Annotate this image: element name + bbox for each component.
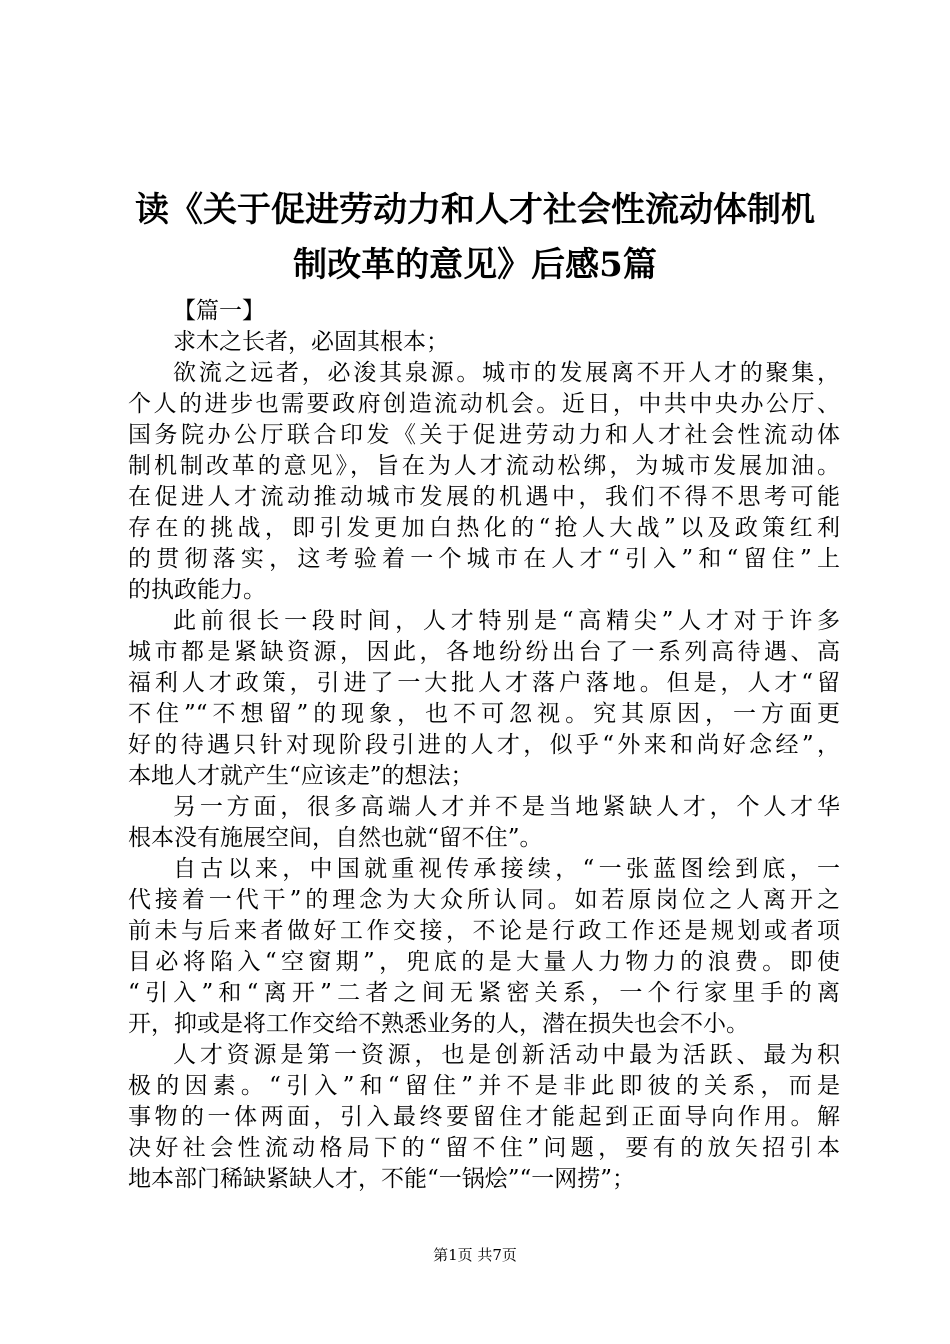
body-line: 存在的挑战，即引发更加白热化的“抢人大战”以及政策红利 <box>128 515 840 541</box>
body-line: 根本没有施展空间，自然也就“留不住”。 <box>128 825 543 851</box>
body-line: “引入”和“离开”二者之间无紧密关系，一个行家里手的离 <box>128 980 840 1006</box>
body-line: 代接着一代干”的理念为大众所认同。如若原岗位之人离开之 <box>128 887 840 913</box>
body-line: 不住”“不想留”的现象，也不可忽视。究其原因，一方面更 <box>128 701 840 727</box>
body-line: 城市都是紧缺资源，因此，各地纷纷出台了一系列高待遇、高 <box>128 639 840 665</box>
body-line: 开，抑或是将工作交给不熟悉业务的人，潜在损失也会不小。 <box>128 1011 749 1037</box>
document-body <box>128 296 840 1195</box>
body-line: 欲流之远者，必浚其泉源。城市的发展离不开人才的聚集， <box>173 360 840 386</box>
section-heading: 【篇一】 <box>173 298 265 324</box>
body-line: 在促进人才流动推动城市发展的机遇中，我们不得不思考可能 <box>128 484 840 510</box>
body-line: 决好社会性流动格局下的“留不住”问题，要有的放矢招引本 <box>128 1135 840 1161</box>
body-line: 制机制改革的意见》，旨在为人才流动松绑，为城市发展加油。 <box>128 453 840 479</box>
body-line: 前未与后来者做好工作交接，不论是行政工作还是规划或者项 <box>128 918 840 944</box>
body-line: 人才资源是第一资源，也是创新活动中最为活跃、最为积 <box>173 1042 840 1068</box>
document-title-line-2: 制改革的意见》后感5篇 <box>293 245 657 285</box>
page-number-footer: 第1页 共7页 <box>433 1246 517 1264</box>
document-title-line-1: 读《关于促进劳动力和人才社会性流动体制机 <box>135 190 815 230</box>
body-line: 事物的一体两面，引入最终要留住才能起到正面导向作用。解 <box>128 1104 840 1130</box>
body-line: 另一方面，很多高端人才并不是当地紧缺人才，个人才华 <box>173 794 840 820</box>
body-line: 极的因素。“引入”和“留住”并不是非此即彼的关系，而是 <box>128 1073 840 1099</box>
body-line: 本地人才就产生“应该走”的想法； <box>128 763 474 789</box>
body-line: 求木之长者，必固其根本； <box>173 329 449 355</box>
body-line: 个人的进步也需要政府创造流动机会。近日，中共中央办公厅、 <box>128 391 840 417</box>
body-line: 自古以来，中国就重视传承接续，“一张蓝图绘到底，一 <box>173 856 840 882</box>
body-line: 的贯彻落实，这考验着一个城市在人才“引入”和“留住”上 <box>128 546 840 572</box>
body-line: 的执政能力。 <box>128 577 266 603</box>
body-line: 地本部门稀缺紧缺人才，不能“一锅烩”“一网捞”； <box>128 1166 636 1192</box>
body-line: 福利人才政策，引进了一大批人才落户落地。但是，人才“留 <box>128 670 840 696</box>
body-line: 好的待遇只针对现阶段引进的人才，似乎“外来和尚好念经”， <box>128 732 840 758</box>
body-line: 目必将陷入“空窗期”，兜底的是大量人力物力的浪费。即使 <box>128 949 840 975</box>
body-line: 国务院办公厅联合印发《关于促进劳动力和人才社会性流动体 <box>128 422 840 448</box>
body-line: 此前很长一段时间，人才特别是“高精尖”人才对于许多 <box>173 608 840 634</box>
